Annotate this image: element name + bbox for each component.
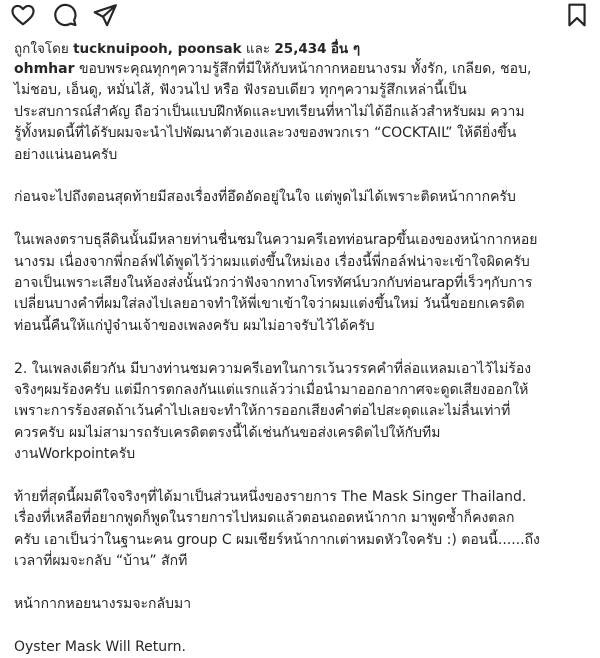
caption-line: อย่างแน่นอนครับ (14, 146, 118, 163)
caption-blank-line (14, 615, 594, 636)
caption-line: ประสบการณ์สำคัญ ถือว่าเป็นแบบฝึกหัดและบทเรียนที่หาไม่ได้อีกแล้วสำหรับผม ความ (14, 103, 525, 120)
caption-line: ไม่ชอบ, เอ็นดู, หมั่นไส้, ฟังวนไป หรือ ฟังรอบเดียว ทุกๆความรู้สึกเหล่านี้เป็น (14, 82, 467, 99)
bookmark-icon[interactable] (564, 2, 590, 28)
caption-line: 2. ในเพลงเดียวกัน มีบางท่านชมความครีเอทในการเว้นวรรคคำที่ล่อแหลมเอาไว้ไม่ร้อง (14, 360, 532, 377)
caption-line: นางรม เนื่องจากพี่กอล์ฟได้พูดไว้ว่าผมแต่งขึ้นใหม่เอง เรื่องนี้พี่กอล์ฟน่าจะเข้าใจผิดครับ (14, 253, 530, 270)
caption-line: ควรครับ ผมไม่สามารถรับเครดิตตรงนี้ได้เช่นกันขอส่งเครดิตไปให้กับทีม (14, 424, 441, 441)
post-action-bar (0, 0, 600, 32)
heart-icon[interactable] (10, 2, 36, 28)
caption-line: ท้ายที่สุดนี้ผมดีใจจริงๆที่ได้มาเป็นส่วนหนึ่งของรายการ The Mask Singer Thailand. (14, 489, 527, 506)
caption-blank-line (14, 209, 594, 230)
caption-line: เรื่องที่เหลือที่อยากพูดก็พูดในรายการไปหมดแล้วตอนถอดหน้ากาก มาพูดซ้ำก็คงตลก (14, 510, 515, 527)
caption-line: ในเพลงตราบธุลีดินนั้นมีหลายท่านชื่นชมในความครีเอทท่อนrapขึ้นเองของหน้ากากหอย (14, 232, 538, 249)
caption-line: Oyster Mask Will Return. (14, 638, 186, 655)
likes-summary (14, 37, 360, 59)
caption-blank-line (14, 337, 594, 358)
caption-line: อาจเป็นเพราะเสียงในห้องส่งนั้นนัวกว่าฟังจากทางโทรทัศน์บวกกับท่อนrapที่เร็วๆกับการ (14, 275, 533, 292)
caption-line (14, 59, 594, 80)
caption-line: เปลี่ยนบางคำที่ผมใส่ลงไปเลยอาจทำให้พี่เขาเข้าใจว่าผมแต่งขึ้นใหม่ วันนี้ขอยกเครดิต (14, 296, 525, 313)
post-caption (14, 59, 594, 658)
caption-line: ท่อนนี้คืนให้แก่ปู่จ๋านเจ้าของเพลงครับ ผมไม่อาจรับไว้ได้ครับ (14, 317, 375, 334)
caption-line: เวลาที่ผมจะกลับ “บ้าน” สักที (14, 553, 188, 570)
likes-others-link[interactable]: อื่น ๆ (330, 41, 361, 57)
caption-line: ก่อนจะไปถึงตอนสุดท้ายมีสองเรื่องที่อึดอัดอยู่ในใจ แต่พูดไม่ได้เพราะติดหน้ากากครับ (14, 189, 516, 206)
caption-text: ขอบพระคุณทุกๆความรู้สึกที่มีให้กับหน้ากากหอยนางรม ทั้งรัก, เกลียด, ชอบ, (74, 61, 532, 77)
caption-line: ครับ เอาเป็นว่าในฐานะคน group C ผมเชียร์หน้ากากเต่าหมดหัวใจครับ :) ตอนนี้......ถึง (14, 531, 540, 548)
liked-by-users-link[interactable]: tucknuipooh, poonsak (73, 41, 242, 57)
comment-icon[interactable] (52, 2, 78, 28)
caption-blank-line (14, 166, 594, 187)
likes-count[interactable]: 25,434 (274, 41, 327, 57)
likes-and-word: และ (245, 41, 271, 57)
share-icon[interactable] (92, 2, 118, 28)
caption-blank-line (14, 573, 594, 594)
caption-line: เพราะการร้องสดถ้าเว้นคำไปเลยจะทำให้การออกเสียงคำต่อไปสะดุดและไม่ลื่นเท่าที่ (14, 403, 511, 420)
caption-blank-line (14, 466, 594, 487)
caption-line: งานWorkpointครับ (14, 446, 136, 463)
caption-line: จริงๆผมร้องครับ แต่มีการตกลงกันแต่แรกแล้วว่าเมื่อนำมาออกอากาศจะดูดเสียงออกให้ (14, 382, 529, 399)
caption-username[interactable]: ohmhar (14, 61, 75, 77)
likes-prefix: ถูกใจโดย (14, 41, 69, 57)
caption-line: รู้ทั้งหมดนี้ที่ได้รับผมจะนำไปพัฒนาตัวเองและวงของพวกเรา “COCKTAIL” ให้ดียิ่งขึ้น (14, 125, 517, 142)
caption-line: หน้ากากหอยนางรมจะกลับมา (14, 596, 192, 613)
